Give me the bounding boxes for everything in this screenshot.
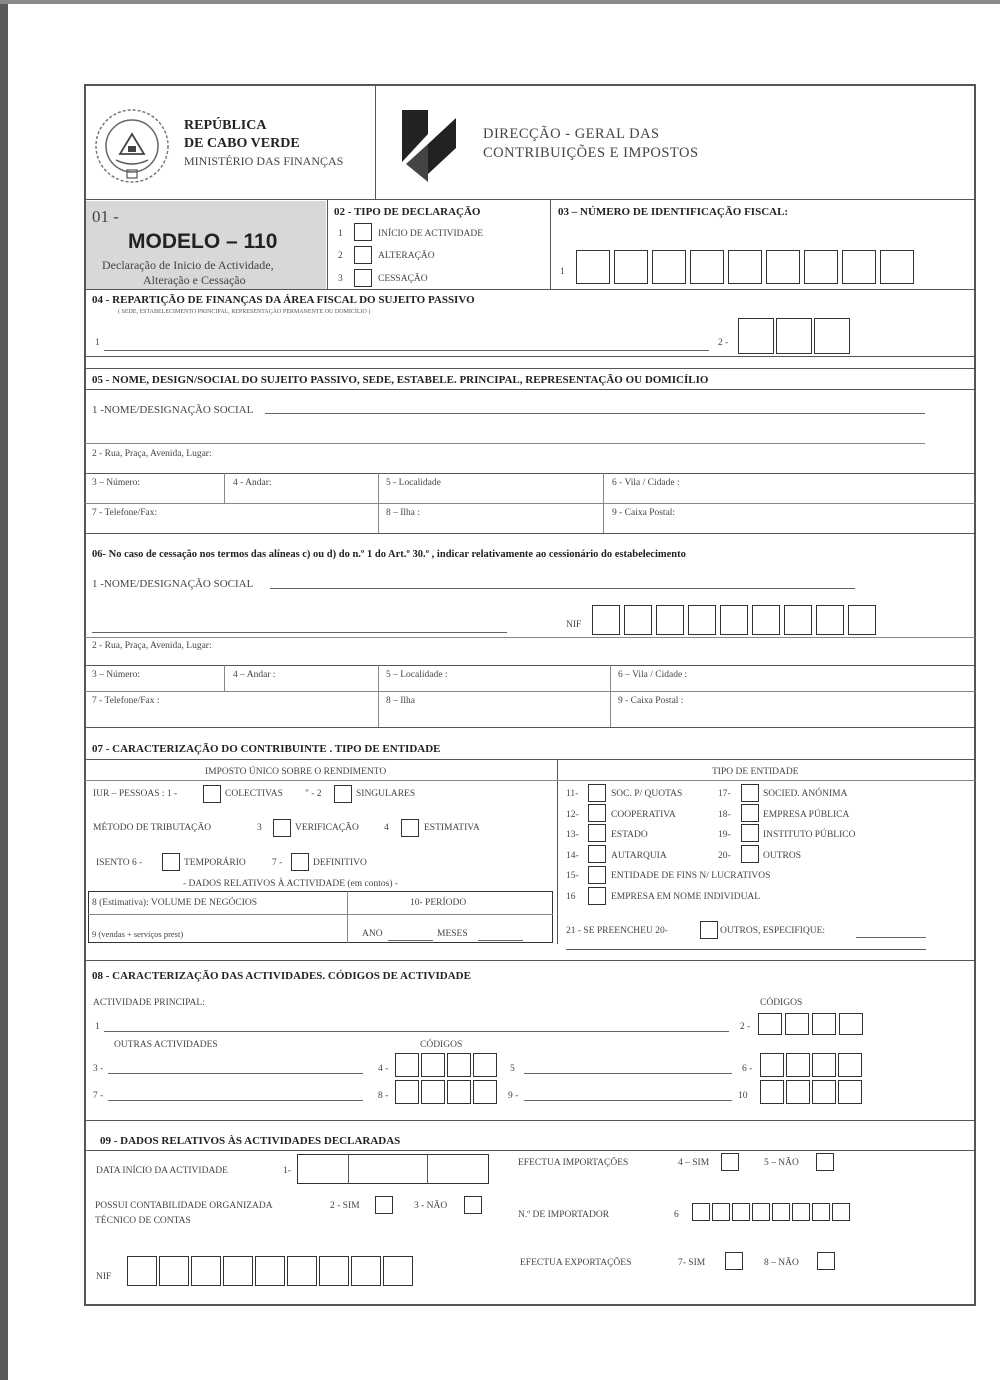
declaration-option-num: 2 (338, 251, 343, 261)
entity-label: COOPERATIVA (611, 810, 676, 820)
estimate-num: 4 (384, 823, 389, 833)
exports-yes-label: 7- SIM (678, 1258, 706, 1268)
entity-label: ESTADO (611, 830, 648, 840)
s06-floor-label: 4 – Andar : (233, 670, 276, 680)
s06-nif-boxes[interactable] (592, 605, 880, 635)
start-date-boxes[interactable] (297, 1154, 489, 1184)
s06-vdiv-a (224, 665, 225, 691)
entity-num: 20- (718, 851, 731, 861)
entity-title: TIPO DE ENTIDADE (712, 767, 799, 777)
s09-title-line (85, 1150, 975, 1151)
main-code-boxes[interactable] (758, 1013, 867, 1035)
section02-title: 02 - TIPO DE DECLARAÇÃO (334, 206, 481, 218)
imports-yes-checkbox[interactable] (721, 1153, 739, 1171)
s07-title-line (85, 759, 975, 760)
entity-label: SOCIED. ANÓNIMA (763, 789, 848, 799)
s05-pobox-label: 9 - Caixa Postal: (612, 508, 676, 518)
entity-label: ENTIDADE DE FINS N/ LUCRATIVOS (611, 871, 771, 881)
section04-subtitle: ( SEDE, ESTABELECIMENTO PRINCIPAL, REPRESENTAÇÃO PERMANENTE OU DOMICÍLIO ) (118, 309, 371, 315)
header-bottom-line (85, 199, 975, 200)
s05-street-label: 2 - Rua, Praça, Avenida, Lugar: (92, 449, 212, 459)
code-num: 4 - (378, 1064, 389, 1074)
other-activities-label: OUTRAS ACTIVIDADES (114, 1040, 218, 1050)
main-activity-label: ACTIVIDADE PRINCIPAL: (93, 998, 205, 1008)
republic-line2: DE CABO VERDE (184, 136, 300, 151)
temporary-label: TEMPORÁRIO (184, 858, 246, 868)
code-num: 8 - (378, 1091, 389, 1101)
entity-label: EMPRESA EM NOME INDIVIDUAL (611, 892, 761, 902)
exports-label: EFECTUA EXPORTAÇÕES (520, 1258, 632, 1268)
entity-label: AUTARQUIA (611, 851, 667, 861)
estimate-checkbox[interactable] (401, 819, 419, 837)
activity-5-input[interactable] (524, 1073, 732, 1074)
section04-bottom-line (85, 356, 975, 357)
activity-data-hdiv (88, 914, 553, 915)
entity-checkbox[interactable] (741, 804, 759, 822)
directorate-line1: DIRECÇÃO - GERAL DAS (483, 126, 660, 142)
section06-title: 06- No caso de cessação nos termos das alíneas c) ou d) do n.º 1 do Art.º 30.º , indicar relativamente ao cessionário do estabelecimento (92, 549, 686, 560)
definitive-num: 7 - (272, 858, 283, 868)
s09-nif-boxes[interactable] (127, 1256, 417, 1286)
entity-checkbox[interactable] (588, 845, 606, 863)
declaration-cessation-checkbox[interactable] (354, 269, 372, 287)
start-date-div-a (348, 1154, 349, 1184)
s05-line-a (85, 443, 925, 444)
activity-9-input[interactable] (524, 1100, 732, 1101)
header-divider (375, 85, 376, 199)
model-number-label: 01 - (92, 207, 119, 226)
other-codes-label: CÓDIGOS (420, 1040, 463, 1050)
section03-title: 03 – NÚMERO DE IDENTIFICAÇÃO FISCAL: (558, 206, 789, 218)
entity-num: 11- (566, 789, 579, 799)
main-activity-input[interactable] (104, 1031, 729, 1032)
row1-bottom-line (85, 289, 975, 290)
exports-no-checkbox[interactable] (817, 1252, 835, 1270)
entity-checkbox[interactable] (588, 887, 606, 905)
code-4-boxes[interactable] (395, 1053, 501, 1077)
section04-title: 04 - REPARTIÇÃO DE FINANÇAS DA ÁREA FISCAL DO SUJEITO PASSIVO (92, 294, 475, 306)
other-specify-checkbox[interactable] (700, 921, 718, 939)
section05-top-line (85, 368, 975, 369)
volume-label: 8 (Estimativa): VOLUME DE NEGÓCIOS (92, 898, 258, 908)
entity-label: EMPRESA PÚBLICA (763, 810, 850, 820)
s06-locality-label: 5 – Localidade : (386, 670, 448, 680)
iur-title: IMPOSTO ÚNICO SOBRE O RENDIMENTO (205, 767, 387, 777)
s06-line-c (85, 691, 975, 692)
section08-title: 08 - CARACTERIZAÇÃO DAS ACTIVIDADES. CÓDIGOS DE ACTIVIDADE (92, 970, 471, 982)
s07-bottom-line (85, 960, 975, 961)
start-date-num: 1- (283, 1166, 291, 1176)
entity-checkbox[interactable] (588, 784, 606, 802)
entity-num: 16 (566, 892, 576, 902)
singular-checkbox[interactable] (334, 785, 352, 803)
singular-num: " - 2 (305, 789, 322, 799)
entity-num: 15- (566, 871, 579, 881)
code-8-boxes[interactable] (395, 1080, 501, 1104)
months-input[interactable] (478, 940, 523, 941)
s06-street-label: 2 - Rua, Praça, Avenida, Lugar: (92, 641, 212, 651)
year-input[interactable] (388, 940, 433, 941)
accounting-no-checkbox[interactable] (464, 1196, 482, 1214)
s06-phone-label: 7 - Telefone/Fax : (92, 696, 160, 706)
importer-number-num: 6 (674, 1210, 679, 1220)
entity-num: 14- (566, 851, 579, 861)
republic-line1: REPÚBLICA (184, 118, 267, 133)
importer-number-boxes[interactable] (692, 1203, 852, 1221)
iur-label: IUR – PESSOAS : 1 - (93, 789, 178, 799)
declaration-option-label: CESSAÇÃO (378, 274, 428, 284)
s05-name-input[interactable] (265, 413, 925, 414)
section09-title: 09 - DADOS RELATIVOS ÀS ACTIVIDADES DECLARADAS (100, 1135, 401, 1147)
entity-num: 17- (718, 789, 731, 799)
accounting-no-label: 3 - NÃO (414, 1201, 448, 1211)
imports-label: EFECTUA IMPORTAÇÕES (518, 1158, 629, 1168)
s05-floor-label: 4 - Andar: (233, 478, 272, 488)
s06-nif-label: NIF (566, 620, 582, 630)
specify-label: OUTROS, ESPECIFIQUE: (720, 926, 826, 936)
s06-bottom-line (85, 727, 975, 728)
collective-checkbox[interactable] (203, 785, 221, 803)
entity-num: 19- (718, 830, 731, 840)
specify-input[interactable] (856, 937, 926, 938)
start-date-label: DATA INÍCIO DA ACTIVIDADE (96, 1166, 228, 1176)
activity-3-input[interactable] (108, 1073, 363, 1074)
row1-divider-a (327, 199, 328, 289)
imports-no-checkbox[interactable] (816, 1153, 834, 1171)
entity-num: 12- (566, 810, 579, 820)
scan-top-edge (0, 0, 1000, 4)
s05-island-label: 8 – Ilha : (386, 508, 421, 518)
activity-num: 9 - (508, 1091, 519, 1101)
declaration-option-num: 3 (338, 274, 343, 284)
s06-name-input-line2[interactable] (92, 632, 507, 633)
entity-checkbox[interactable] (741, 824, 759, 842)
verification-num: 3 (257, 823, 262, 833)
s06-name-label: 1 -NOME/DESIGNAÇÃO SOCIAL (92, 578, 254, 590)
declaration-change-checkbox[interactable] (354, 246, 372, 264)
entity-checkbox[interactable] (588, 824, 606, 842)
row1-divider-b (550, 199, 551, 289)
verification-checkbox[interactable] (273, 819, 291, 837)
section05-title: 05 - NOME, DESIGN/SOCIAL DO SUJEITO PASSIVO, SEDE, ESTABELE. PRINCIPAL, REPRESENTAÇÃO OU DOMICÍLIO (92, 374, 709, 386)
verification-label: VERIFICAÇÃO (295, 823, 359, 833)
tax-office-code-num: 2 - (718, 338, 729, 348)
collective-label: COLECTIVAS (225, 789, 283, 799)
s06-line-b (85, 665, 975, 666)
estimate-label: ESTIMATIVA (424, 823, 480, 833)
s05-vdiv-a (224, 473, 225, 503)
entity-label: INSTITUTO PÚBLICO (763, 830, 856, 840)
model-title: MODELO – 110 (128, 230, 278, 253)
declaration-option-num: 1 (338, 229, 343, 239)
definitive-checkbox[interactable] (291, 853, 309, 871)
singular-label: SINGULARES (356, 789, 416, 799)
main-codes-label: CÓDIGOS (760, 998, 803, 1008)
entity-checkbox[interactable] (741, 845, 759, 863)
period-label: 10- PERÍODO (410, 898, 467, 908)
definitive-label: DEFINITIVO (313, 858, 367, 868)
s05-number-label: 3 – Número: (92, 478, 141, 488)
year-label: ANO (362, 929, 383, 939)
directorate-line2: CONTRIBUIÇÕES E IMPOSTOS (483, 145, 699, 161)
s08-bottom-line (85, 1120, 975, 1121)
entity-checkbox[interactable] (741, 784, 759, 802)
declaration-option-label: ALTERAÇÃO (378, 251, 435, 261)
tax-office-code-boxes[interactable] (738, 318, 854, 354)
entity-num: 13- (566, 830, 579, 840)
s06-vdiv-c (610, 665, 611, 727)
technician-label: TÉCNICO DE CONTAS (95, 1216, 191, 1226)
s07-vdiv (557, 759, 558, 944)
months-label: MESES (437, 929, 468, 939)
main-code-num: 2 - (740, 1022, 751, 1032)
section07-title: 07 - CARACTERIZAÇÃO DO CONTRIBUINTE . TIPO DE ENTIDADE (92, 743, 441, 755)
s06-town-label: 6 – Vila / Cidade : (618, 670, 688, 680)
coat-of-arms-icon (92, 106, 172, 186)
main-activity-num: 1 (95, 1022, 100, 1032)
entity-checkbox[interactable] (588, 804, 606, 822)
scan-edge (0, 0, 8, 1380)
s06-line-a (85, 637, 975, 638)
activity-num: 5 (510, 1064, 515, 1074)
tax-office-input[interactable] (104, 350, 709, 351)
s05-line-c (85, 503, 975, 504)
ministry-label: MINISTÉRIO DAS FINANÇAS (184, 154, 344, 168)
tax-office-field-num: 1 (95, 338, 100, 348)
s05-phone-label: 7 - Telefone/Fax: (92, 508, 158, 518)
s06-number-label: 3 – Número: (92, 670, 141, 680)
s06-pobox-label: 9 - Caixa Postal : (618, 696, 684, 706)
accounting-yes-checkbox[interactable] (375, 1196, 393, 1214)
imports-no-label: 5 – NÃO (764, 1158, 799, 1168)
s05-line-b (85, 473, 975, 474)
if-filled-label: 21 - SE PREENCHEU 20- (566, 926, 668, 936)
nif-digit-boxes[interactable] (576, 250, 918, 284)
section05-title-line (85, 389, 975, 390)
activity-data-vdiv (347, 891, 348, 943)
s07-subtitle-line (85, 780, 975, 781)
code-6-boxes[interactable] (760, 1053, 866, 1077)
nif-field-num: 1 (560, 267, 565, 277)
entity-label: OUTROS (763, 851, 802, 861)
temporary-checkbox[interactable] (162, 853, 180, 871)
s06-island-label: 8 – Ilha (386, 696, 416, 706)
exports-no-label: 8 – NÃO (764, 1258, 799, 1268)
entity-num: 18- (718, 810, 731, 820)
s05-town-label: 6 - Vila / Cidade : (612, 478, 680, 488)
s05-bottom-line (85, 533, 975, 534)
importer-number-label: N.º DE IMPORTADOR (518, 1210, 610, 1220)
exports-yes-checkbox[interactable] (725, 1252, 743, 1270)
activity-num: 7 - (93, 1091, 104, 1101)
model-subtitle-line1: Declaração de Inicio de Actividade, (102, 258, 274, 272)
accounting-label: POSSUI CONTABILIDADE ORGANIZADA (95, 1201, 273, 1211)
entity-label: SOC. P/ QUOTAS (611, 789, 683, 799)
s07-right-bottom-line (566, 949, 926, 950)
s09-nif-label: NIF (96, 1272, 112, 1282)
method-label: MÉTODO DE TRIBUTAÇÃO (93, 823, 212, 833)
declaration-start-checkbox[interactable] (354, 223, 372, 241)
accounting-yes-label: 2 - SIM (330, 1201, 360, 1211)
model-subtitle-line2: Alteração e Cessação (143, 273, 246, 287)
start-date-div-b (427, 1154, 428, 1184)
exempt-label: ISENTO 6 - (96, 858, 143, 868)
s05-name-label: 1 -NOME/DESIGNAÇÃO SOCIAL (92, 404, 254, 416)
code-num: 10 (738, 1091, 748, 1101)
activity-data-title: - DADOS RELATIVOS À ACTIVIDADE (em contos) - (183, 879, 399, 889)
code-num: 6 - (742, 1064, 753, 1074)
s06-name-input[interactable] (270, 588, 855, 589)
activity-7-input[interactable] (108, 1100, 363, 1101)
activity-num: 3 - (93, 1064, 104, 1074)
imports-yes-label: 4 – SIM (678, 1158, 710, 1168)
s05-locality-label: 5 - Localidade (386, 478, 441, 488)
declaration-option-label: INÍCIO DE ACTIVIDADE (378, 229, 484, 239)
s06-vdiv-b (378, 665, 379, 727)
entity-checkbox[interactable] (588, 866, 606, 884)
dgci-logo-icon (398, 104, 460, 188)
code-10-boxes[interactable] (760, 1080, 866, 1104)
sales-label: 9 (vendas + serviços prest) (92, 929, 184, 939)
